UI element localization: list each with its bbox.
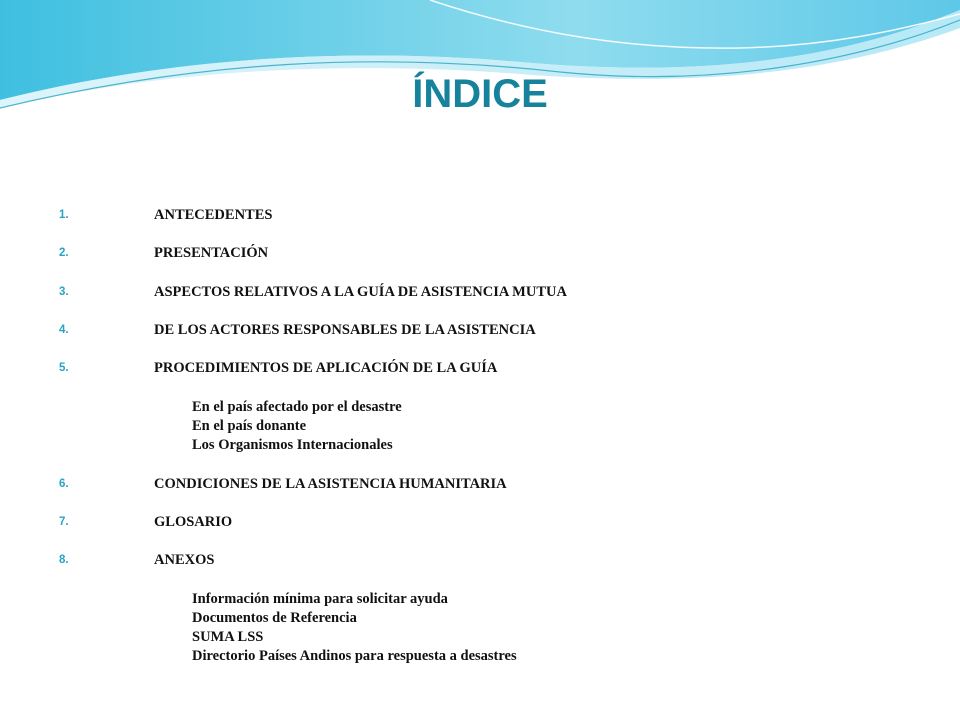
- toc-subitem-label: Información mínima para solicitar ayuda: [192, 591, 448, 607]
- toc-item-number: 4.: [59, 324, 69, 336]
- slide-title: ÍNDICE: [412, 72, 548, 116]
- toc-item-number: 5.: [59, 362, 69, 374]
- toc-item-label: PRESENTACIÓN: [154, 245, 269, 261]
- toc-subitem-label: En el país afectado por el desastre: [192, 399, 402, 415]
- toc-item-label: ANTECEDENTES: [154, 207, 273, 223]
- toc-item-label: PROCEDIMIENTOS DE APLICACIÓN DE LA GUÍA: [154, 360, 498, 376]
- toc-subitem-label: Directorio Países Andinos para respuesta a desastres: [192, 648, 517, 664]
- toc-item-number: 7.: [59, 516, 69, 528]
- toc-subitem-label: Documentos de Referencia: [192, 610, 357, 626]
- toc-item-number: 3.: [59, 286, 69, 298]
- toc-item-label: ASPECTOS RELATIVOS A LA GUÍA DE ASISTENCIA MUTUA: [154, 284, 567, 300]
- toc-item-label: DE LOS ACTORES RESPONSABLES DE LA ASISTENCIA: [154, 322, 536, 338]
- toc-subitem-label: Los Organismos Internacionales: [192, 437, 393, 453]
- toc-item-number: 8.: [59, 554, 69, 566]
- toc-item-number: 6.: [59, 478, 69, 490]
- toc-item-label: GLOSARIO: [154, 514, 233, 530]
- toc-item-number: 1.: [59, 209, 69, 221]
- toc-subitem-label: SUMA LSS: [192, 629, 264, 645]
- toc-item-number: 2.: [59, 247, 69, 259]
- toc-item-label: CONDICIONES DE LA ASISTENCIA HUMANITARIA: [154, 476, 507, 492]
- toc-subitem-label: En el país donante: [192, 418, 307, 434]
- toc-item-label: ANEXOS: [154, 552, 215, 568]
